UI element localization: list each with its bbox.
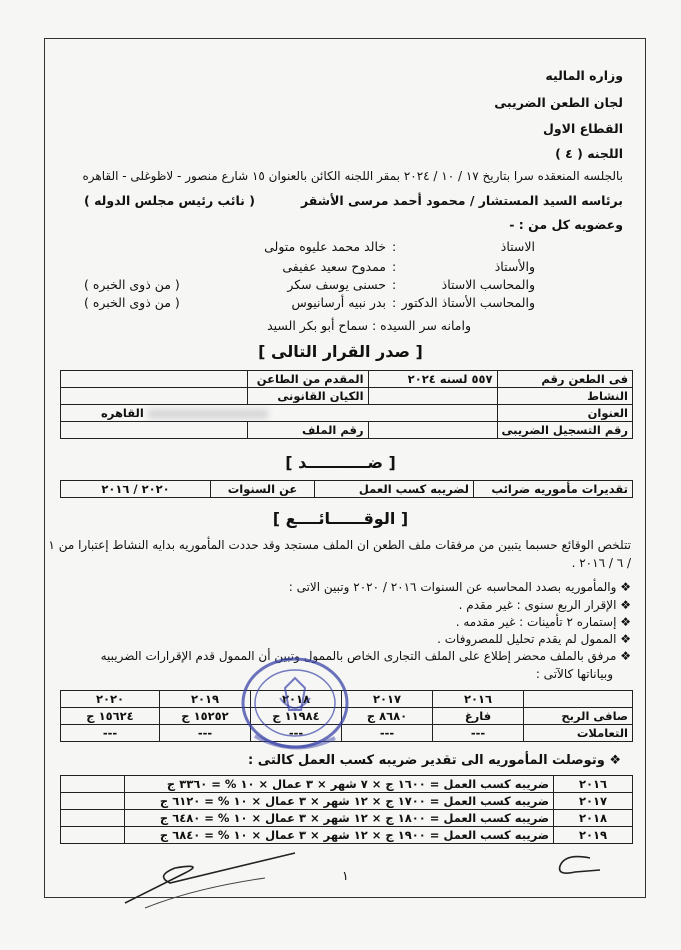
table-cell: --- bbox=[61, 725, 160, 742]
table-cell: ١٥٢٥٢ ج bbox=[160, 708, 251, 725]
table-cell: رقم الملف bbox=[247, 422, 368, 439]
table-cell: ٢٠٢٠ / ٢٠١٦ bbox=[61, 481, 211, 498]
bullet-item: ❖ والمأموريه بصدد المحاسبه عن السنوات ٢٠١٦ / ٢٠٢٠ وتبين الاتى : bbox=[288, 580, 631, 594]
member-note: ( من ذوى الخبره ) bbox=[84, 277, 180, 292]
table-cell: ٢٠١٦ bbox=[433, 691, 524, 708]
table-cell: ٥٥٧ لسنه ٢٠٢٤ bbox=[368, 371, 497, 388]
facts-paragraph: تتلخص الوقائع حسبما يتبين من مرفقات ملف الطعن ان الملف مستجد وقد حددت المأموريه بدايه النشاط إعتبارا من ١ bbox=[48, 538, 631, 552]
table-cell: النشاط bbox=[497, 388, 632, 405]
table-cell: ضريبه كسب العمل = ١٦٠٠ ج × ٧ شهر × ٣ عمال × ١٠ % = ٣٣٦٠ ج bbox=[125, 776, 554, 793]
table-cell: --- bbox=[433, 725, 524, 742]
chair-title: ( نائب رئيس مجلس الدوله ) bbox=[84, 193, 255, 208]
table-cell: العنوان bbox=[497, 405, 632, 422]
bullet-item: ❖ الإقرار الربع سنوى : غير مقدم . bbox=[458, 598, 631, 612]
table-cell: الكيان القانونى bbox=[247, 388, 368, 405]
table-cell: ٢٠٢٠ bbox=[61, 691, 160, 708]
table-cell: ضريبه كسب العمل = ١٨٠٠ ج × ١٢ شهر × ٣ عمال × ١٠ % = ٦٤٨٠ ج bbox=[125, 810, 554, 827]
document-page: وزاره الماليه لجان الطعن الضريبى القطاع الاول اللجنه ( ٤ ) بالجلسه المنعقده سرا بتاريخ ١٧ / ١٠ / ٢٠٢٤ بمقر اللجنه الكائن بالعنوان ١٥ شارع منصور - لاظوغلى - القاهره برئاسه السيد المستشار / محمود أحمد مرسى الأشقر ( نائب رئيس مجلس الدوله ) وعضويه كل من : - الاستاذ : خالد محمد عليوه متولى والأستاذ : ممدوح سعيد عفيفى والمحاسب الاستاذ : حسنى يوسف سكر ( من ذوى الخبره ) والمحاسب الأستاذ الدكتور : بدر نبيه أرسانيوس ( من ذوى الخبره ) وامانه سر السيده : سماح أبو بكر السيد [ صدر القرار التالى ] فى الطعن رقم ٥٥٧ لسنه ٢٠٢٤ المقدم من الطاعن النشاط الكيان القانونى العنوان القاهره رقم التسجيل الضريبى رقم الملف [ ضـــــــــــد ] تقديرات مأموريه ضرائب لضريبه كسب العمل عن السنوات ٢٠٢٠ / ٢٠١٦ [ الوقــــــائــــع ] تتلخص الوقائع حسبما يتبين من مرفقات ملف الطعن ان الملف مستجد وقد حددت المأموريه بدايه النشاط إعتبارا من ١ / ٦ / ٢٠١٦ . ❖ والمأموريه بصدد المحاسبه عن السنوات ٢٠١٦ / ٢٠٢٠ وتبين الاتى : ❖ الإقرار الربع سنوى : غير مقدم . ❖ إستماره ٢ تأمينات : غير مقدمه . ❖ الممول لم يقدم تحليل للمصروفات . ❖ مرفق بالملف محضر إطلاع على الملف التجارى الخاص بالممول وتبين أن الممول قدم الإقرارات الضريبيه وبياناتها كالآتى : ٢٠١٦ ٢٠١٧ ٢٠١٨ ٢٠١٩ ٢٠٢٠ صافى الربح فارغ ٨٦٨٠ ج ١١٩٨٤ ج ١٥٢٥٢ ج ١٥٦٢٤ ج التعاملات --- --- --- --- --- ❖ وتوصلت المأموريه الى تقدير ضريبه كسب العمل كالتى : ٢٠١٦ ضريبه كسب العمل = ١٦٠٠ ج × ٧ شهر × ٣ عمال × ١٠ % = ٣٣٦٠ ج ٢٠١٧ ضريبه كسب العمل = ١٧٠٠ ج × ١٢ شهر × ٣ عمال × ١٠ % = ٦١٢٠ ج ٢٠١٨ ضريبه كسب العمل = ١٨٠٠ ج × ١٢ شهر × ٣ عمال × ١٠ % = ٦٤٨٠ ج ٢٠١٩ ضريبه كسب العمل = ١٩٠٠ ج × ١٢ شهر × ٣ عمال × ١٠ % = ٦٨٤٠ ج ١ bbox=[0, 0, 681, 950]
table-cell: ضريبه كسب العمل = ١٩٠٠ ج × ١٢ شهر × ٣ عمال × ١٠ % = ٦٨٤٠ ج bbox=[125, 827, 554, 844]
redacted-text bbox=[148, 409, 268, 419]
member-title: الاستاذ bbox=[500, 239, 535, 254]
committee-number: اللجنه ( ٤ ) bbox=[555, 146, 623, 161]
table-cell: --- bbox=[251, 725, 342, 742]
against-heading: [ ضـــــــــــد ] bbox=[285, 453, 396, 472]
table-cell: ١٥٦٢٤ ج bbox=[61, 708, 160, 725]
ministry-name: وزاره الماليه bbox=[545, 68, 623, 83]
table-cell: ٨٦٨٠ ج bbox=[342, 708, 433, 725]
table-cell: فى الطعن رقم bbox=[497, 371, 632, 388]
work-tax-estimates-table bbox=[60, 775, 633, 844]
table-cell: ٢٠١٦ bbox=[554, 776, 633, 793]
membership-line: وعضويه كل من : - bbox=[509, 217, 623, 232]
table-cell: ٢٠١٨ bbox=[554, 810, 633, 827]
table-cell: --- bbox=[342, 725, 433, 742]
signature-left bbox=[115, 848, 305, 918]
sector-name: القطاع الاول bbox=[543, 121, 623, 136]
bullet-continuation: وبياناتها كالآتى : bbox=[535, 667, 613, 681]
chair-line: برئاسه السيد المستشار / محمود أحمد مرسى الأشقر bbox=[301, 193, 623, 208]
table-cell: المقدم من الطاعن bbox=[247, 371, 368, 388]
conclusion-heading: ❖ وتوصلت المأموريه الى تقدير ضريبه كسب العمل كالتى : bbox=[248, 753, 621, 768]
table-cell: رقم التسجيل الضريبى bbox=[497, 422, 632, 439]
table-cell: فارغ bbox=[433, 708, 524, 725]
facts-paragraph: / ٦ / ٢٠١٦ . bbox=[571, 556, 631, 570]
appeal-info-table bbox=[60, 370, 633, 439]
member-name: خالد محمد عليوه متولى bbox=[264, 239, 386, 254]
member-title: والمحاسب الاستاذ bbox=[441, 277, 535, 292]
table-cell bbox=[61, 371, 248, 388]
member-name: ممدوح سعيد عفيفى bbox=[282, 259, 386, 274]
member-name: بدر نبيه أرسانيوس bbox=[291, 295, 386, 310]
table-cell: ٢٠١٨ bbox=[251, 691, 342, 708]
table-cell: لضريبه كسب العمل bbox=[315, 481, 474, 498]
official-seal-stamp bbox=[235, 648, 355, 768]
table-cell: صافى الربح bbox=[524, 708, 633, 725]
signature-right bbox=[545, 848, 605, 888]
table-cell: ٢٠١٧ bbox=[554, 793, 633, 810]
table-cell: --- bbox=[160, 725, 251, 742]
facts-heading: [ الوقــــــائــــع ] bbox=[272, 509, 409, 528]
table-cell: ٢٠١٩ bbox=[160, 691, 251, 708]
estimates-row-table bbox=[60, 480, 633, 498]
table-cell: تقديرات مأموريه ضرائب bbox=[474, 481, 633, 498]
decision-heading: [ صدر القرار التالى ] bbox=[258, 342, 423, 361]
member-name: حسنى يوسف سكر bbox=[287, 277, 386, 292]
page-number: ١ bbox=[342, 868, 349, 883]
member-title: والمحاسب الأستاذ الدكتور bbox=[401, 295, 535, 310]
session-text: بالجلسه المنعقده سرا بتاريخ ١٧ / ١٠ / ٢٠٢٤ بمقر اللجنه الكائن بالعنوان ١٥ شارع منصور - لاظوغلى - القاهره bbox=[82, 169, 623, 183]
bullet-item: ❖ مرفق بالملف محضر إطلاع على الملف التجارى الخاص بالممول وتبين أن الممول قدم الإقرارات الضريبيه bbox=[100, 649, 631, 663]
table-cell: التعاملات bbox=[524, 725, 633, 742]
member-title: والأستاذ bbox=[494, 259, 535, 274]
table-cell: ضريبه كسب العمل = ١٧٠٠ ج × ١٢ شهر × ٣ عمال × ١٠ % = ٦١٢٠ ج bbox=[125, 793, 554, 810]
committees-name: لجان الطعن الضريبى bbox=[494, 95, 623, 110]
secretary-line: وامانه سر السيده : سماح أبو بكر السيد bbox=[267, 318, 471, 333]
table-cell: ١١٩٨٤ ج bbox=[251, 708, 342, 725]
table-cell: القاهره bbox=[101, 406, 144, 420]
bullet-item: ❖ إستماره ٢ تأمينات : غير مقدمه . bbox=[455, 615, 631, 629]
bullet-item: ❖ الممول لم يقدم تحليل للمصروفات . bbox=[437, 632, 631, 646]
table-cell: ٢٠١٩ bbox=[554, 827, 633, 844]
member-note: ( من ذوى الخبره ) bbox=[84, 295, 180, 310]
table-cell: عن السنوات bbox=[211, 481, 315, 498]
table-cell: ٢٠١٧ bbox=[342, 691, 433, 708]
